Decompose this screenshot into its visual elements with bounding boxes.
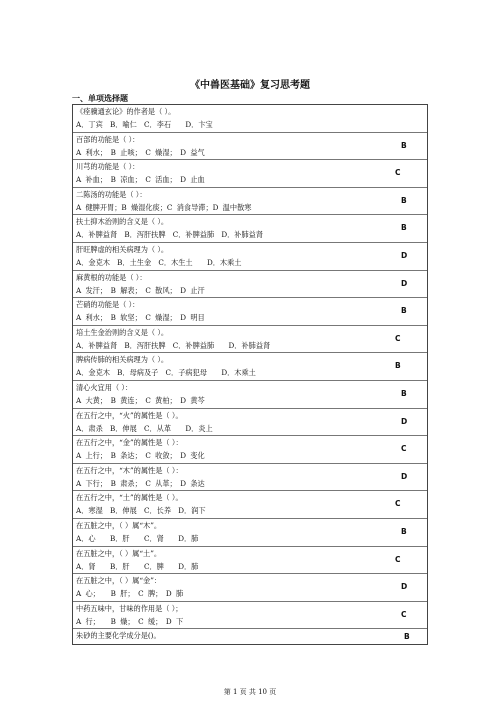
question-options: A．补脾益肾 B．泻肝扶脾 C．补脾益肺 D．补肺益肾 — [76, 340, 271, 350]
answer-letter: C — [395, 333, 401, 343]
question-row — [73, 160, 427, 188]
answer-letter: C — [395, 168, 401, 178]
question-text: 肝旺脾虚的相关病理为（ ）。 — [76, 244, 169, 254]
page-title: 《中兽医基础》复习思考题 — [190, 80, 310, 91]
question-text: 扶土抑木治则的含义是（ ）。 — [76, 217, 169, 227]
question-row — [73, 547, 427, 575]
question-options: A．丁宾 B．喻仁 C．李石 D．卞宝 — [76, 120, 213, 129]
answer-letter: C — [395, 554, 401, 564]
answer-letter: D — [401, 582, 408, 592]
answer-letter: B — [401, 223, 407, 233]
question-row — [73, 602, 427, 630]
question-options: A．肾 B．肝 C．脾 D．肺 — [76, 561, 199, 571]
answer-letter: D — [401, 471, 408, 481]
question-row — [73, 243, 427, 271]
question-row — [73, 271, 427, 299]
question-row — [73, 326, 427, 354]
answer-letter: D — [401, 250, 408, 260]
question-text: 脾病传肺的相关病理为（ ）。 — [76, 355, 169, 365]
question-options: A 补血； B 凉血； C 活血； D 止血 — [76, 175, 205, 185]
question-options: A 心； B 肝； C 脾； D 肺 — [76, 589, 184, 599]
question-row — [73, 298, 427, 326]
question-row — [73, 491, 427, 519]
question-row — [73, 629, 427, 644]
question-options: A．肃杀 B．伸展 C．从革 D．炎上 — [76, 423, 213, 433]
answer-letter: D — [401, 416, 408, 426]
question-options: A 利水； B 软坚； C 燥湿； D 明目 — [76, 313, 205, 323]
question-options: A．寒湿 B．伸展 C．长养 D．润下 — [76, 506, 206, 516]
answer-letter: D — [401, 278, 408, 288]
question-row — [73, 215, 427, 243]
question-options: A 利水； B 止咳； C 燥湿； D 益气 — [76, 147, 205, 157]
question-text: 麻黄根的功能是（ ）： — [76, 272, 147, 282]
answer-letter: B — [401, 388, 407, 398]
question-row — [73, 464, 427, 492]
page-footer: 第 1 页 共 10 页 — [223, 688, 277, 696]
question-text: 百部的功能是（ ）： — [76, 134, 140, 144]
question-options: A．金克木 B．母病及子 C．子病犯母 D．木乘土 — [76, 368, 256, 378]
question-row — [73, 105, 427, 133]
answer-letter: C — [395, 499, 401, 509]
question-options: A 发汗； B 解表； C 散风； D 止汗 — [76, 285, 205, 295]
question-row — [73, 353, 427, 381]
question-text: 中药五味中，甘味的作用是（ ）； — [76, 603, 183, 613]
question-text: 培土生金治则的含义是（ ）。 — [76, 327, 169, 337]
answer-letter: B — [395, 361, 401, 371]
question-text: 在五行之中，“火”的属性是（ ）。 — [76, 410, 183, 420]
question-row — [73, 519, 427, 547]
question-text: 在五行之中，“金”的属性是（ ）： — [76, 438, 183, 448]
question-row — [73, 188, 427, 216]
question-text: 《痊骥通玄论》的作者是（ ）。 — [76, 107, 176, 116]
question-row — [73, 409, 427, 437]
answer-letter: B — [401, 306, 407, 316]
question-text: 朱砂的主要化学成分是()。 — [76, 631, 161, 641]
question-text: 二陈汤的功能是（ ）： — [76, 189, 147, 199]
question-text: 在五行之中，“木”的属性是（ ）： — [76, 465, 183, 475]
question-options: A 大黄； B 黄连； C 黄柏； D 黄芩 — [76, 395, 205, 405]
question-text: 川芎的功能是（ ）： — [76, 162, 140, 172]
question-options: A 下行； B 肃杀； C 从革； D 条达 — [76, 478, 205, 488]
question-text: 清心火宜用（ ）： — [76, 382, 133, 392]
answer-letter: B — [404, 632, 410, 642]
section-heading: 一、单项选择题 — [72, 94, 128, 103]
question-options: A 行； B 燥； C 缓； D 下 — [76, 616, 184, 626]
question-options: A．补脾益肾 B．泻肝扶脾 C．补脾益肺 D．补肺益肾 — [76, 230, 264, 240]
question-options: A 上行； B 条达； C 收敛； D 变化 — [76, 451, 205, 461]
question-text: 在五脏之中，（ ）属“木”。 — [76, 520, 162, 530]
question-text: 芒硝的功能是（ ）： — [76, 300, 140, 310]
answer-letter: C — [401, 609, 407, 619]
question-row — [73, 574, 427, 602]
question-options: A．金克木 B．土生金 C．木生土 D．木乘土 — [76, 257, 242, 267]
question-text: 在五行之中，“土”的属性是（ ）。 — [76, 493, 183, 503]
question-options: A 健脾开胃；B 燥湿化痰；C 消食导滞；D 温中散寒 — [76, 202, 252, 212]
question-row — [73, 133, 427, 161]
answer-letter: B — [401, 140, 407, 150]
question-table — [72, 104, 428, 645]
question-text: 在五脏之中，（ ）属“土”。 — [76, 548, 162, 558]
question-row — [73, 381, 427, 409]
answer-letter: B — [401, 195, 407, 205]
question-row — [73, 436, 427, 464]
question-options: A．心 B．肝 C．肾 D．肺 — [76, 533, 199, 543]
answer-letter: C — [401, 444, 407, 454]
question-text: 在五脏之中，（ ）属“金”： — [76, 576, 162, 586]
answer-letter: B — [401, 526, 407, 536]
